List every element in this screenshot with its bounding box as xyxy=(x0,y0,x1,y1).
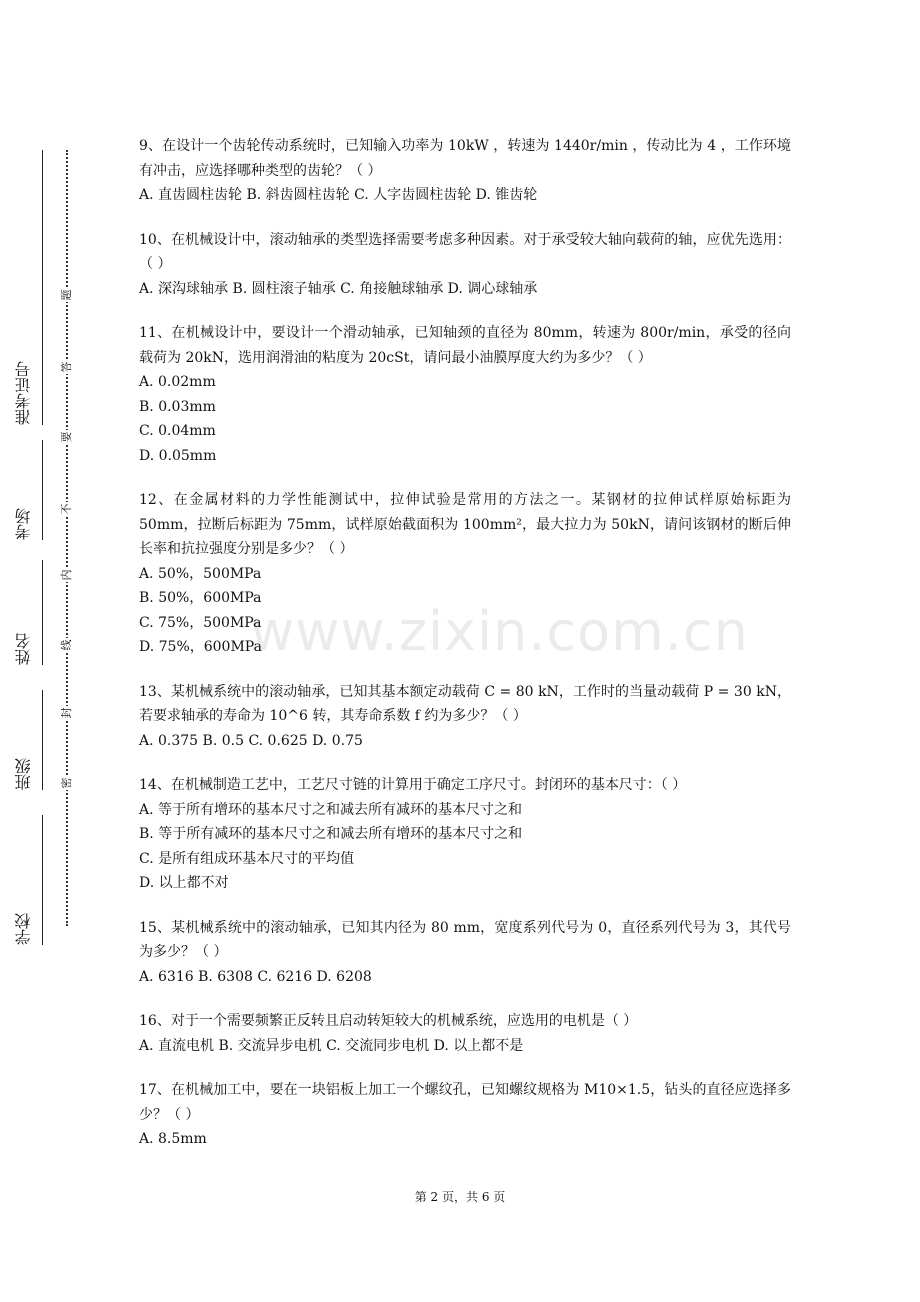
option-a: A. 0.02mm xyxy=(139,374,216,390)
school-field xyxy=(14,815,50,945)
question-options: A. 直流电机 B. 交流异步电机 C. 交流同步电机 D. 以上都不是 xyxy=(139,1037,524,1054)
option-d: D. 以上都不对 xyxy=(139,875,229,891)
question-options: A. 6316 B. 6308 C. 6216 D. 6208 xyxy=(139,968,372,985)
option-b: B. 0.03mm xyxy=(139,398,216,415)
option-a: A. 50%，500MPa xyxy=(139,565,262,582)
class-field xyxy=(14,690,50,790)
watermark: www.zixin.com.cn xyxy=(250,600,749,663)
question-15 xyxy=(139,916,791,990)
question-14 xyxy=(139,773,791,896)
question-10 xyxy=(139,228,791,302)
option-d: D. 0.05mm xyxy=(139,447,217,464)
question-options: A. 0.375 B. 0.5 C. 0.625 D. 0.75 xyxy=(139,732,363,749)
question-13 xyxy=(139,680,791,754)
seal-char: 内 xyxy=(60,569,73,581)
seal-line xyxy=(60,150,74,926)
seal-char: 答 xyxy=(60,361,73,373)
seal-char: 题 xyxy=(60,289,73,301)
option-c: C. 75%，500MPa xyxy=(139,614,262,631)
school-label: 学校 xyxy=(14,913,33,945)
class-underline xyxy=(42,690,43,790)
question-16 xyxy=(139,1009,791,1058)
question-stem: 13、某机械系统中的滚动轴承，已知其基本额定动载荷 C = 80 kN，工作时的当量动载荷 P = 30 kN，若要求轴承的寿命为 10^6 转，其寿命系数 f 约为多少？（ ） xyxy=(139,683,791,724)
question-stem: 16、对于一个需要频繁正反转且启动转矩较大的机械系统，应选用的电机是（ ） xyxy=(139,1013,638,1029)
question-12 xyxy=(139,488,791,660)
option-b: B. 等于所有减环的基本尺寸之和减去所有增环的基本尺寸之和 xyxy=(139,826,523,842)
question-stem: 15、某机械系统中的滚动轴承，已知其内径为 80 mm，宽度系列代号为 0，直径系列代号为 3，其代号为多少？（ ） xyxy=(139,919,791,960)
page-footer: 第 2 页，共 6 页 xyxy=(414,1190,506,1204)
question-stem: 14、在机械制造工艺中，工艺尺寸链的计算用于确定工序尺寸。封闭环的基本尺寸：（ ） xyxy=(139,777,687,793)
option-c: C. 0.04mm xyxy=(139,423,216,439)
name-label: 姓名 xyxy=(14,633,33,665)
question-stem: 11、在机械设计中，要设计一个滑动轴承，已知轴颈的直径为 80mm，转速为 800r/min，承受的径向载荷为 20kN，选用润滑油的粘度为 20cSt，请问最小油膜厚度大约为多少？（ ） xyxy=(139,325,791,366)
seal-char: 封 xyxy=(60,707,73,719)
option-b: B. 50%，600MPa xyxy=(139,590,262,606)
question-11 xyxy=(139,321,791,468)
seal-char: 不 xyxy=(60,503,73,515)
question-stem: 12、在金属材料的力学性能测试中，拉伸试验是常用的方法之一。某钢材的拉伸试样原始标距为 50mm，拉断后标距为 75mm，试样原始截面积为 100mm²，最大拉力为 50kN，请问该钢材的断后伸长率和抗拉强度分别是多少？（ ） xyxy=(139,492,791,557)
option-a: A. 8.5mm xyxy=(139,1131,207,1147)
exam-number-underline xyxy=(42,150,43,425)
exam-number-field xyxy=(14,150,50,425)
seal-char: 要 xyxy=(60,431,73,443)
seal-char: 线 xyxy=(60,639,73,651)
exam-room-label: 考场 xyxy=(14,508,33,540)
question-options: A. 直齿圆柱齿轮 B. 斜齿圆柱齿轮 C. 人字齿圆柱齿轮 D. 锥齿轮 xyxy=(139,187,538,203)
exam-room-field xyxy=(14,440,50,540)
school-underline xyxy=(42,815,43,945)
binding-margin xyxy=(0,0,110,1302)
option-d: D. 75%，600MPa xyxy=(139,639,262,655)
question-stem: 17、在机械加工中，要在一块铝板上加工一个螺纹孔，已知螺纹规格为 M10×1.5，钻头的直径应选择多少？（ ） xyxy=(139,1082,791,1123)
option-a: A. 等于所有增环的基本尺寸之和减去所有减环的基本尺寸之和 xyxy=(139,801,523,818)
question-9 xyxy=(139,134,791,208)
option-c: C. 是所有组成环基本尺寸的平均值 xyxy=(139,850,355,867)
seal-dotted-line xyxy=(66,150,68,926)
question-list xyxy=(139,134,791,1172)
question-stem: 9、在设计一个齿轮传动系统时，已知输入功率为 10kW ，转速为 1440r/min ，传动比为 4 ，工作环境有冲击，应选择哪种类型的齿轮？（ ） xyxy=(139,138,791,179)
question-17 xyxy=(139,1078,791,1152)
class-label: 班级 xyxy=(14,758,33,790)
question-options: A. 深沟球轴承 B. 圆柱滚子轴承 C. 角接触球轴承 D. 调心球轴承 xyxy=(139,280,538,297)
name-field xyxy=(14,560,50,665)
exam-room-underline xyxy=(42,440,43,540)
seal-char: 密 xyxy=(60,777,73,789)
exam-number-label: 准考证号 xyxy=(14,361,33,425)
question-stem: 10、在机械设计中，滚动轴承的类型选择需要考虑多种因素。对于承受较大轴向载荷的轴，应优先选用：（ ） xyxy=(139,231,791,272)
name-underline xyxy=(42,560,43,665)
